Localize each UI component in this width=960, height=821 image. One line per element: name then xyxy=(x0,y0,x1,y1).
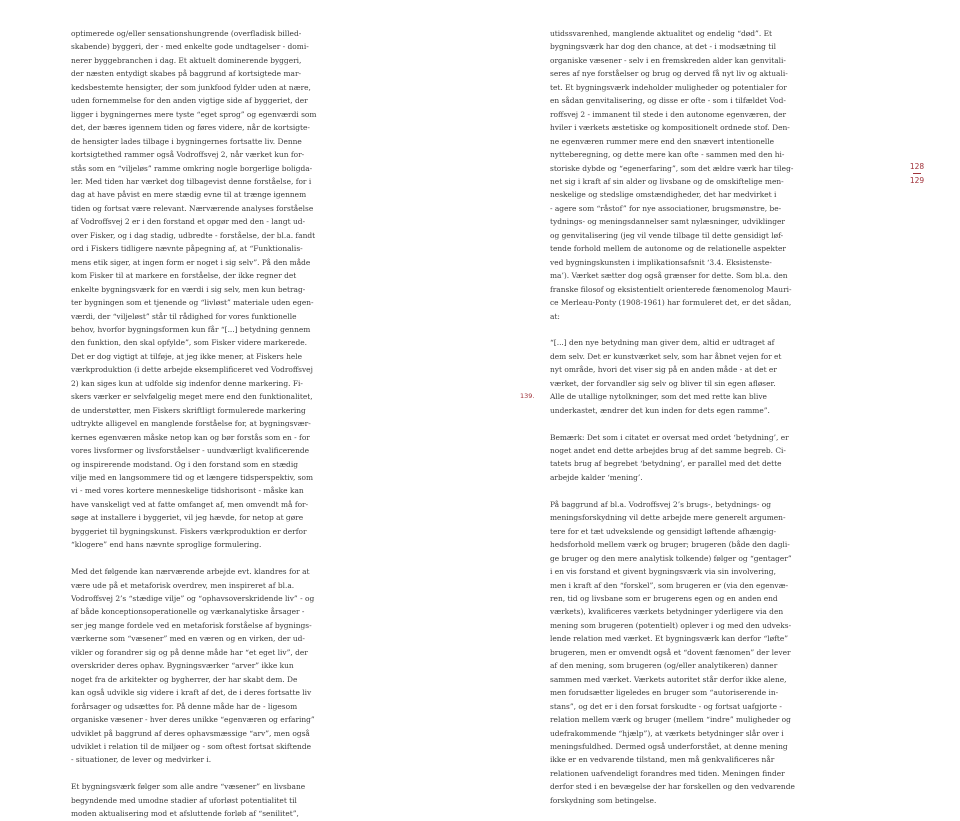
block-quote: “[...] den nye betydning man giver dem, altid er udtraget af dem selv. Det er kunstværket selv, som har åbnet vejen for et nyt område, hvori det viser sig på en anden måde - at det er værket, der forvandler sig selv og bliver til sin egen afløser. Alle de utallige nytolkninger, som det med rette kan blive underkastet, ændrer det kun inden for dets egen ramme”. xyxy=(550,338,782,415)
translation-note: Bemærk: Det som i citatet er oversat med ordet ‘betydning’, er noget andet end dette arbejdes brug af det samme begreb. Ci- tatets brug af begrebet ‘betydning’, er parallel med det dette arbejde kalder ‘mening’. xyxy=(550,432,789,482)
right-paragraph-1: utidssvarenhed, manglende aktualitet og endelig “død”. Et bygningsværk har dog den chance, at det - i modsætning til organiske væsener - selv i en fremskreden alder kan genvitali- seres af nye forståelser og brug og derved få nyt liv og aktuali- tet. Et bygningsværk indeholder muligheder og potentialer for en sådan genvitalisering, og disse er ofte - som i tilfældet Vod- roffsvej 2 - immanent til stede i den autonome egenværen, der hviler i værkets æstetiske og kompositionelt ordnede stof. Den- ne egenværen rummer mere end den snævert intentionelle nytteberegning, og dette mere kan ofte - sammen med den hi- storiske dybde og “egenerfaring”, som det ældre værk har tileg- net sig i kraft af sin alder og livsbane og de omskiftelige men- neskelige og stedslige omstændigheder, det har medvirket i - agere som “råstof” for nye associationer, brugsmønstre, be- tydnings- og meningsdannelser samt nylæsninger, udviklinger og genvitalisering (jeg vil vende tilbage til dette gensidigt løf- tende forhold mellem de autonome og de relationelle aspekter ved bygningskunsten i implikationsafsnit ‘3.4. Eksistenste- ma’). Værket sætter dog også grænser for dette. Som bl.a. den franske filosof og eksistentielt orienterede fænomenolog Mauri- ce Merleau-Ponty (1908-1961) har formuleret det, er det sådan, at: xyxy=(550,29,794,321)
page-number-divider xyxy=(913,173,921,174)
left-paragraph-2: Med det følgende kan nærværende arbejde evt. klandres for at være ude på et metaforisk overdrev, men inspireret af bl.a. Vodroffsvej 2’s “stædige vilje” og “ophavsoverskridende liv” - og af både konceptionsoperationelle og værkanalytiske årsager - ser jeg mange fordele ved en metaforisk forståelse af bygnings- værkerne som “væsener” med en væren og en virken, der ud- vikler og forandrer sig og på denne måde har “et eget liv”, der overskrider deres ophav. Bygningsværker “arver” ikke kun noget fra de arkitekter og bygherrer, der har skabt dem. De kan også udvikle sig videre i kraft af det, de i deres fortsatte liv forårsager og udsættes for. På denne måde har de - ligesom organiske væsener - hver deres unikke “egenværen og erfaring” udviklet på baggrund af deres ophavsmæssige “arv”, men også udviklet i relation til de miljøer og - som oftest fortsat skiftende - situationer, de lever og medvirker i. xyxy=(71,567,315,765)
right-paragraph-2: På baggrund af bl.a. Vodroffsvej 2’s brugs-, betydnings- og meningsforskydning vil dette arbejde mere generelt argumen- tere for et tæt udvekslende og gensidigt løftende afhængig- hedsforhold mellem værk og bruger; brugeren (både den dagli- ge bruger og den mere analytisk tolkende) følger og “gentager” i en vis forstand et givent bygningsværk via sin involvering, men i kraft af den “forskel”, som brugeren er (via den egenvæ- ren, tid og livsbane som er brugerens egen og en anden end værkets), kvalificeres værkets betydninger yderligere via den mening som brugeren (potentielt) oplever i og med den udveks- lende relation med værket. Et bygningsværk kan derfor “løfte” brugeren, men er omvendt også et “dovent fænomen” der lever af den mening, som brugeren (og/eller analytikeren) danner sammen med værket. Værkets autoritet står derfor ikke alene, men forudsætter ligeledes en bruger som “autoriserende in- stans”, og det er i den forsat forskudte - og fortsat uafgjorte - relation mellem værk og bruger (mellem “indre” muligheder og udefrakommende “hjælp”), at værkets betydninger slår over i meningsfuldhed. Dermed også underforstået, at denne mening ikke er en vedvarende tilstand, men må genkvalificeres når relationen uafvendeligt forandres med tiden. Meningen finder derfor sted i en bevægelse der har forskellen og den vedvarende forskydning som betingelse. xyxy=(550,499,795,805)
page-numbers xyxy=(905,162,929,186)
left-paragraph-3: Et bygningsværk følger som alle andre “væsener” en livsbane begyndende med umodne stadier af uforløst potentialitet til moden aktualisering mod et afsluttende forløb af “senilitet”, xyxy=(71,782,306,819)
left-text-column xyxy=(71,27,333,821)
footnote-reference: 139. xyxy=(520,392,535,400)
page-number-right: 129 xyxy=(909,176,925,185)
page-number-left: 128 xyxy=(909,162,925,171)
right-text-column xyxy=(520,27,815,807)
left-paragraph-1: optimerede og/eller sensationshungrende (overfladisk billed- skabende) byggeri, der - med enkelte gode undtagelser - domi- nerer byggebranchen i dag. Et aktuelt dominerende byggeri, der næsten entydigt skabes på baggrund af kortsigtede mar- kedsbestemte hensigter, der som junkfood fylder uden at nære, uden fornemmelse for den anden vigtige side af byggeriet, der ligger i bygningernes mere tyste “eget sprog” og egenværdi som det, der bæres igennem tiden og føres videre, når de kortsigte- de hensigter lades tilbage i bygningernes fortsatte liv. Denne kortsigtethed rammer også Vodroffsvej 2, når værket kun for- stås som en “viljeløs” ramme omkring nogle borgerlige boligda- ler. Med tiden har værket dog tilbagevist denne forståelse, for i dag at have påvist en mere stædig evne til at trænge igennem tiden og fortsat være relevant. Nærværende analyses forståelse af Vodroffsvej 2 er i den forstand et opgør med den - langt ud- over Fisker, og i dag stadig, udbredte - forståelse, der bl.a. fandt ord i Fiskers tidligere nævnte påpegning af, at “Funktionalis- mens etik siger, at ingen form er noget i sig selv”. På den måde kom Fisker til at markere en forståelse, der ikke regner det enkelte bygningsværk for en værdi i sig selv, men kun betrag- ter bygningen som et tjenende og “livløst” materiale uden egen- værdi, der “viljeløst” står til rådighed for vores funktionelle behov, hvorfor bygningsformen kun får “[...] betydning gennem den funktion, den skal opfylde”, som Fisker videre markerede. Det er dog vigtigt at tilføje, at jeg ikke mener, at Fiskers hele værkproduktion (i dette arbejde eksemplificeret ved Vodroffsvej 2) kan siges kun at udfolde sig indenfor denne markering. Fi- skers værker er selvfølgelig meget mere end den funktionalitet, de understøtter, men Fiskers skriftligt formulerede markering udtrykte alligevel en manglende forståelse for, at bygningsvær- kernes egenværen måske netop kan og bør forstås som en - for vores livsformer og livsforståelser - uundværligt kvalificerende og inspirerende modstand. Og i den forstand som en stædig vilje med en langsommere tid og et længere tidsperspektiv, som vi - med vores kortere menneskelige tidshorisont - måske kan have vanskeligt ved at fatte omfanget af, men omvendt må for- søge at installere i byggeriet, vil jeg hævde, for netop at gøre byggeriet til bygningskunst. Fiskers værkproduktion er derfor “klogere” end hans nævnte sproglige formulering. xyxy=(71,29,317,550)
